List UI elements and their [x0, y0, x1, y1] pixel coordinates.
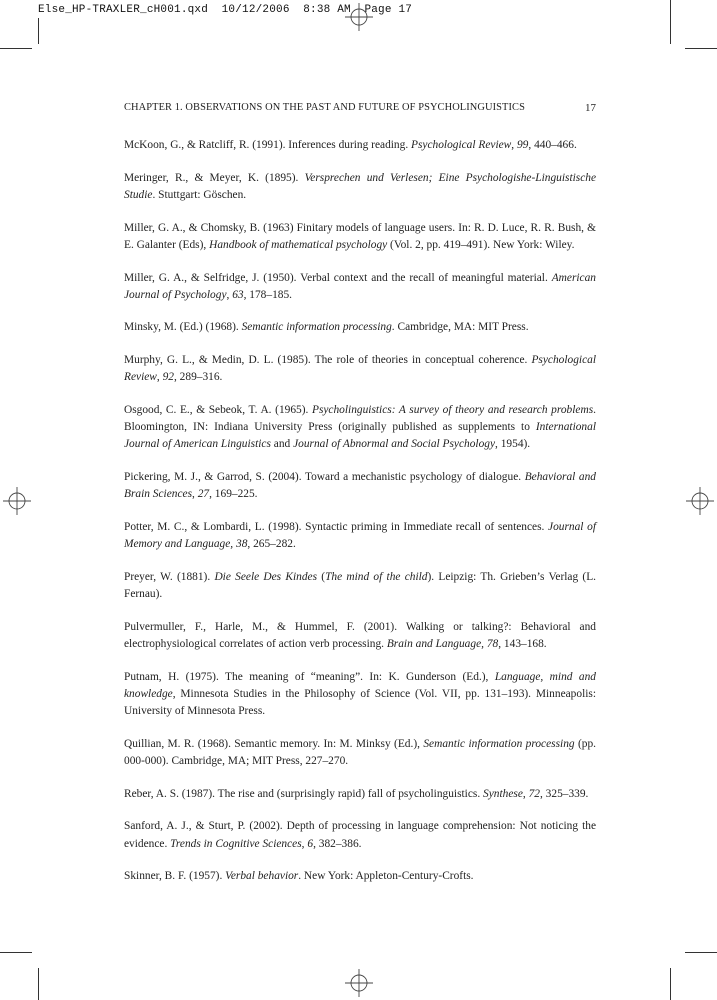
reference-segment: Pulvermuller, F., Harle, M., & Hummel, F. (2001). Walking or talking?: Behavioral and electrophysiological correlates of action verb processing.: [124, 620, 596, 651]
reference-list: [124, 137, 596, 901]
reference-entry: [124, 786, 596, 803]
reference-segment: Murphy, G. L., & Medin, D. L. (1985). The role of theories in conceptual coherence.: [124, 354, 532, 367]
reference-segment: (: [317, 570, 326, 583]
reference-segment: ,: [511, 139, 517, 151]
reference-segment: , 169–225.: [209, 488, 258, 501]
reference-italic-segment: Die Seele Des Kindes: [214, 570, 318, 583]
reference-segment: (Vol. 2, pp. 419–491). New York: Wiley.: [387, 238, 575, 251]
reference-entry: [124, 469, 596, 503]
reference-segment: Quillian, M. R. (1968). Semantic memory. In: M. Minksy (Ed.),: [124, 737, 424, 750]
reference-segment: Osgood, C. E., & Sebeok, T. A. (1965).: [124, 404, 312, 417]
reference-italic-segment: Brain and Language, 78: [386, 638, 499, 651]
reference-entry: [124, 868, 596, 885]
reference-italic-segment: Semantic information processing: [423, 737, 575, 750]
reference-entry: [124, 402, 596, 454]
reference-segment: Sanford, A. J., & Sturt, P. (2002). Depth of processing in language comprehension: Not noticing the evidence.: [124, 820, 596, 850]
printer-slug: Else_HP-TRAXLER_cH001.qxd 10/12/2006 8:38 AM Page 17: [38, 4, 413, 16]
reference-entry: [124, 352, 596, 386]
reference-segment: Reber, A. S. (1987). The rise and (surprisingly rapid) fall of psycholinguistics.: [124, 787, 484, 800]
reference-segment: Skinner, B. F. (1957).: [124, 870, 226, 883]
crop-mark-bottom-right-h: [685, 952, 717, 953]
reference-italic-segment: Versprechen und Verlesen; Eine Psychologishe-Linguistische Studie: [124, 171, 597, 201]
reference-italic-segment: The mind of the child: [325, 570, 428, 583]
reference-segment: Miller, G. A., & Chomsky, B. (1963) Finitary models of language users. In: R. D. Luce, R. R. Bush, & E. Galanter (Eds),: [124, 221, 596, 251]
crop-mark-top-left-v: [38, 18, 39, 44]
reference-entry: [124, 519, 596, 553]
reference-italic-segment: Handbook of mathematical psychology: [209, 238, 388, 251]
reference-segment: ). Leipzig: Th. Grieben’s Verlag (L. Fernau).: [124, 570, 597, 601]
reference-entry: [124, 669, 596, 721]
reference-italic-segment: 72: [528, 787, 540, 800]
reference-segment: ,: [156, 371, 163, 384]
reference-segment: ,: [301, 837, 308, 850]
reference-entry: [124, 619, 596, 653]
reference-entry: [124, 137, 596, 154]
reference-entry: [124, 736, 596, 770]
reference-segment: . Bloomington, IN: Indiana University Press (originally published as supplements to: [124, 404, 596, 434]
crop-mark-bottom-left-h: [0, 952, 32, 953]
reference-italic-segment: Behavioral and Brain Sciences: [124, 471, 596, 501]
reference-italic-segment: 92: [162, 371, 174, 384]
reference-italic-segment: 27: [197, 488, 210, 501]
reference-segment: Putnam, H. (1975). The meaning of “meaning”. In: K. Gunderson (Ed.),: [124, 670, 495, 683]
registration-mark-left-icon: [2, 486, 32, 516]
reference-italic-segment: 6: [307, 837, 314, 850]
reference-italic-segment: International Journal of American Linguistics: [124, 421, 596, 451]
reference-italic-segment: Journal of Memory and Language, 38: [124, 521, 596, 551]
reference-italic-segment: Verbal behavior: [225, 870, 299, 883]
reference-segment: . Stuttgart: Göschen.: [152, 188, 247, 201]
reference-entry: [124, 319, 596, 336]
reference-segment: , 289–316.: [173, 371, 223, 384]
reference-italic-segment: Psychological Review: [124, 354, 596, 384]
reference-segment: ,: [226, 288, 233, 301]
reference-entry: [124, 569, 596, 603]
reference-segment: , 325–339.: [539, 787, 589, 800]
page-number: 17: [585, 102, 596, 114]
reference-italic-segment: Psycholinguistics: A survey of theory and research problems: [311, 404, 594, 417]
reference-segment: Preyer, W. (1881).: [124, 570, 215, 583]
reference-segment: Miller, G. A., & Selfridge, J. (1950). Verbal context and the recall of meaningful material.: [124, 271, 552, 284]
reference-italic-segment: 99: [516, 139, 529, 151]
reference-segment: , 1954).: [495, 438, 531, 451]
registration-mark-right-icon: [685, 486, 715, 516]
reference-entry: [124, 170, 596, 204]
reference-segment: Potter, M. C., & Lombardi, L. (1998). Syntactic priming in Immediate recall of sentences.: [124, 521, 549, 534]
registration-mark-top-icon: [344, 2, 374, 32]
reference-segment: , 382–386.: [313, 837, 362, 850]
reference-segment: , 178–185.: [243, 288, 293, 301]
reference-entry: [124, 220, 596, 254]
reference-segment: and: [270, 438, 294, 451]
reference-segment: Minsky, M. (Ed.) (1968).: [124, 321, 242, 334]
crop-mark-top-right-v: [670, 0, 671, 44]
reference-italic-segment: Language, mind and knowledge: [124, 670, 596, 700]
crop-mark-bottom-right-v: [670, 968, 671, 1000]
crop-mark-bottom-left-v: [38, 968, 39, 1000]
registration-mark-bottom-icon: [344, 968, 374, 998]
reference-segment: ,: [192, 488, 198, 501]
reference-segment: . New York: Appleton-Century-Crofts.: [298, 870, 474, 883]
reference-segment: , 143–168.: [498, 638, 547, 651]
reference-italic-segment: Psychological Review: [411, 139, 512, 151]
running-head: [124, 102, 596, 114]
chapter-title: CHAPTER 1. OBSERVATIONS ON THE PAST AND FUTURE OF PSYCHOLINGUISTICS: [124, 102, 525, 113]
reference-italic-segment: 63: [232, 288, 244, 301]
reference-segment: Meringer, R., & Meyer, K. (1895).: [124, 171, 305, 184]
reference-italic-segment: American Journal of Psychology: [124, 271, 596, 301]
crop-mark-top-left-h: [0, 48, 32, 49]
reference-segment: Pickering, M. J., & Garrod, S. (2004). Toward a mechanistic psychology of dialogue.: [124, 471, 525, 484]
reference-segment: , 265–282.: [247, 538, 296, 551]
reference-segment: ,: [522, 787, 529, 800]
reference-segment: . Cambridge, MA: MIT Press.: [391, 321, 529, 334]
crop-mark-top-right-h: [685, 48, 717, 49]
reference-italic-segment: Semantic information processing: [241, 321, 392, 334]
reference-segment: McKoon, G., & Ratcliff, R. (1991). Inferences during reading.: [124, 139, 412, 151]
reference-italic-segment: Journal of Abnormal and Social Psychology: [293, 438, 496, 451]
reference-segment: (pp. 000-000). Cambridge, MA; MIT Press, 227–270.: [124, 737, 596, 768]
reference-segment: , 440–466.: [528, 139, 577, 151]
reference-entry: [124, 270, 596, 304]
reference-italic-segment: Synthese: [483, 787, 523, 800]
reference-italic-segment: Trends in Cognitive Sciences: [170, 837, 302, 850]
reference-entry: [124, 818, 596, 852]
reference-segment: , Minnesota Studies in the Philosophy of Science (Vol. VII, pp. 131–193). Minneapolis: University of Minnesota Press.: [124, 687, 596, 718]
